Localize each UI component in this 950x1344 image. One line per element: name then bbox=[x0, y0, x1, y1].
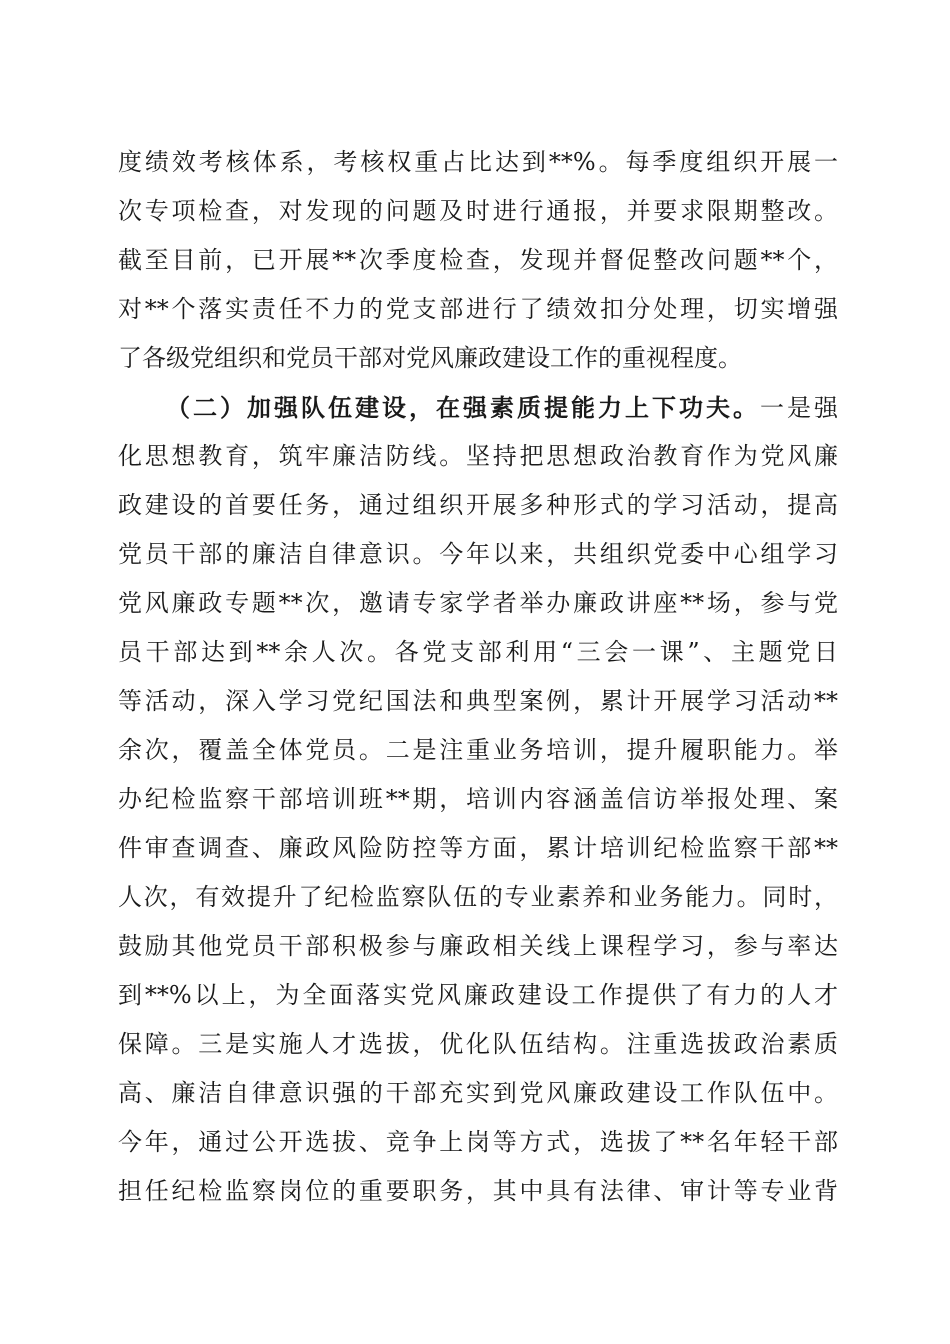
text-line: 保障。三是实施人才选拔，优化队伍结构。注重选拔政治素质 bbox=[118, 1030, 838, 1058]
section-heading: （二）加强队伍建设，在强素质提能力上下功夫。 bbox=[166, 393, 760, 422]
text-line: 度绩效考核体系，考核权重占比达到**%。每季度组织开展一 bbox=[118, 148, 838, 176]
paragraph-team-building bbox=[118, 383, 838, 1216]
text-line bbox=[118, 383, 838, 432]
text-line: 办纪检监察干部培训班**期，培训内容涵盖信访举报处理、案 bbox=[118, 785, 838, 813]
paragraph-performance-review bbox=[118, 138, 838, 383]
text-line: 员干部达到**余人次。各党支部利用“三会一课”、主题党日 bbox=[118, 638, 838, 666]
text-line: 件审查调查、廉政风险防控等方面，累计培训纪检监察干部** bbox=[118, 834, 838, 862]
text-line: 政建设的首要任务，通过组织开展多种形式的学习活动，提高 bbox=[118, 491, 838, 519]
text-run: 一是强 bbox=[760, 394, 838, 422]
text-line: 余次，覆盖全体党员。二是注重业务培训，提升履职能力。举 bbox=[118, 736, 838, 764]
text-line: 了各级党组织和党员干部对党风廉政建设工作的重视程度。 bbox=[118, 344, 742, 372]
text-line: 次专项检查，对发现的问题及时进行通报，并要求限期整改。 bbox=[118, 197, 838, 225]
text-line: 人次，有效提升了纪检监察队伍的专业素养和业务能力。同时， bbox=[118, 883, 838, 911]
text-line: 对**个落实责任不力的党支部进行了绩效扣分处理，切实增强 bbox=[118, 295, 838, 323]
text-line: 今年，通过公开选拔、竞争上岗等方式，选拔了**名年轻干部 bbox=[118, 1128, 838, 1156]
text-line: 高、廉洁自律意识强的干部充实到党风廉政建设工作队伍中。 bbox=[118, 1079, 838, 1107]
text-line: 党风廉政专题**次，邀请专家学者举办廉政讲座**场，参与党 bbox=[118, 589, 838, 617]
body-text bbox=[118, 138, 838, 1216]
text-line: 鼓励其他党员干部积极参与廉政相关线上课程学习，参与率达 bbox=[118, 932, 838, 960]
text-line: 化思想教育，筑牢廉洁防线。坚持把思想政治教育作为党风廉 bbox=[118, 442, 838, 470]
text-line: 到**%以上，为全面落实党风廉政建设工作提供了有力的人才 bbox=[118, 981, 838, 1009]
text-line: 担任纪检监察岗位的重要职务，其中具有法律、审计等专业背 bbox=[118, 1177, 838, 1205]
text-line: 党员干部的廉洁自律意识。今年以来，共组织党委中心组学习 bbox=[118, 540, 838, 568]
text-line: 等活动，深入学习党纪国法和典型案例，累计开展学习活动** bbox=[118, 687, 838, 715]
text-line: 截至目前，已开展**次季度检查，发现并督促整改问题**个， bbox=[118, 246, 838, 274]
